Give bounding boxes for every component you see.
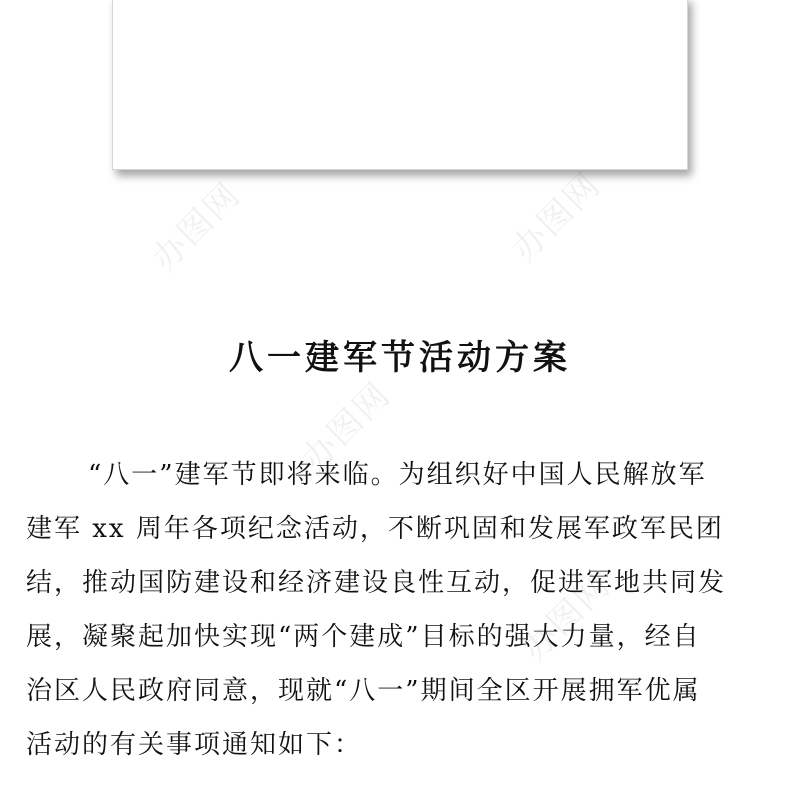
- paragraph-line: 展，凝聚起加快实现“两个建成”目标的强大力量，经自: [26, 622, 701, 652]
- watermark: 办图网: [144, 174, 249, 280]
- watermark: 办图网: [294, 374, 399, 480]
- paragraph-line: 治区人民政府同意，现就“八一”期间全区开展拥军优属: [26, 676, 701, 706]
- document-body: [26, 448, 774, 772]
- paragraph-line: 活动的有关事项通知如下：: [26, 730, 363, 760]
- watermark: 办图网: [504, 164, 609, 270]
- watermark: 办图网: [514, 564, 619, 670]
- paragraph-line: 结，推动国防建设和经济建设良性互动，促进军地共同发: [26, 568, 727, 598]
- previous-page-card: [112, 0, 688, 170]
- paragraph-line: “八一”建军节即将来临。为组织好中国人民解放军: [88, 460, 707, 490]
- paragraph-line: 建军 xx 周年各项纪念活动，不断巩固和发展军政军民团: [26, 514, 724, 544]
- document-title: 八一建军节活动方案: [229, 338, 571, 378]
